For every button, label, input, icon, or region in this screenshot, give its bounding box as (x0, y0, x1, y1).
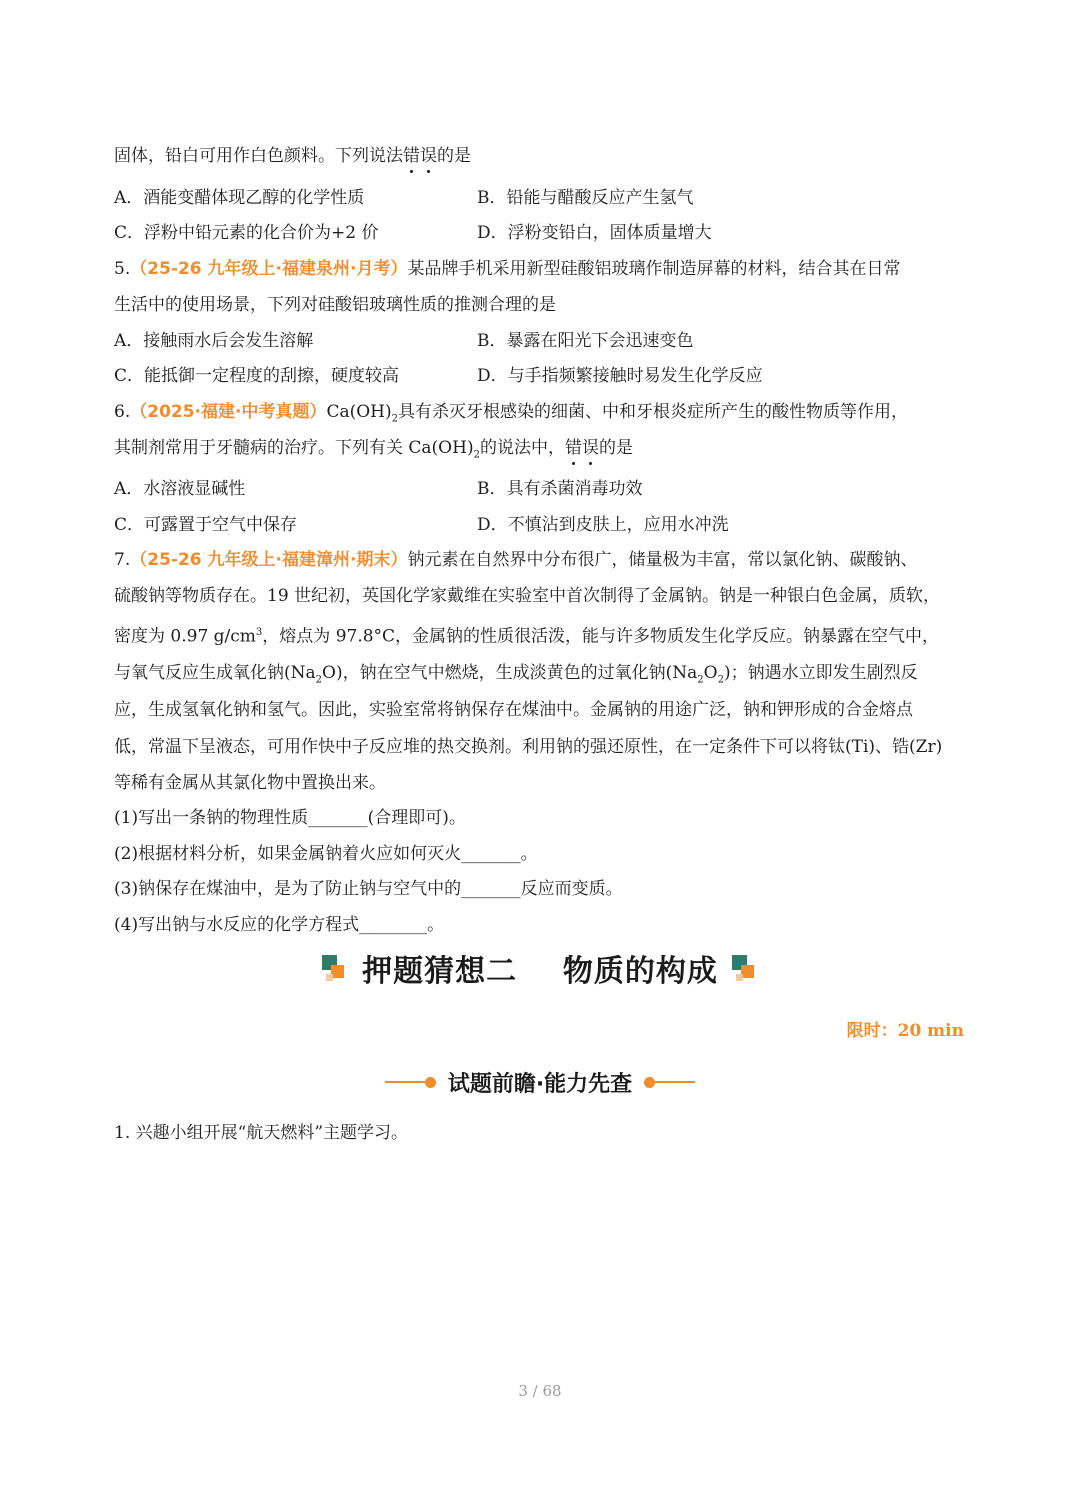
q4-stem-tail (114, 144, 471, 168)
section-decoration-icon (732, 953, 758, 983)
formula-subscript: 2 (697, 674, 704, 686)
q5-option-d[interactable]: D．与手指频繁接触时易发生化学反应 (477, 366, 763, 386)
emphasis-char: 错 (403, 146, 420, 166)
subheading-text: 试题前瞻·能力先查 (447, 1071, 633, 1097)
q4-options-row-1 (114, 186, 974, 210)
subheading-left-ornament (385, 1077, 436, 1088)
subquestion-text: (3)钠保存在煤油中，是为了防止钠与空气中的_______反应而变质。 (114, 879, 623, 899)
question-number: 6. (114, 402, 131, 422)
q4-option-d[interactable]: D．浮粉变铅白，固体质量增大 (477, 223, 712, 243)
q7-stem-line-7 (114, 771, 386, 795)
question-number: 7. (114, 550, 131, 570)
q6-option-b[interactable]: B．具有杀菌消毒功效 (477, 479, 643, 499)
q7-subquestion-1 (114, 806, 466, 830)
source-tag: （25-26 九年级上·福建泉州·月考） (130, 259, 408, 279)
q7-stem-text: 低，常温下呈液态，可用作快中子反应堆的热交换剂。利用钠的强还原性，在一定条件下可以将钛(Ti)、锆(Zr) (114, 737, 943, 757)
q4-stem-text-end: 的是 (437, 146, 471, 166)
chem-formula: Na (672, 663, 698, 683)
emphasis-char: 误 (420, 146, 437, 166)
q7-stem-text: 钠元素在自然界中分布很广，储量极为丰富，常以氯化钠、碳酸钠、 (407, 550, 918, 570)
q7-stem-line-4 (114, 661, 918, 692)
q6-stem-text: 其制剂常用于牙髓病的治疗。下列有关 (114, 438, 403, 458)
q4-stem-text: 固体，铅白可用作白色颜料。下列说法 (114, 146, 403, 166)
q6-stem-text: 具有杀灭牙根感染的细菌、中和牙根炎症所产生的酸性物质等作用， (398, 402, 909, 422)
section-header (0, 944, 1080, 992)
q5-stem-line-1 (114, 257, 900, 281)
chem-formula: Na (290, 663, 316, 683)
source-tag: （2025·福建·中考真题） (130, 402, 327, 422)
chem-formula: Ca(OH) (408, 438, 474, 458)
chem-formula: Ca(OH) (326, 402, 392, 422)
q6-stem-text-end: 的是 (598, 438, 633, 458)
page-number: 3 / 68 (518, 1382, 562, 1400)
q4-option-b[interactable]: B．铅能与醋酸反应产生氢气 (477, 188, 694, 208)
subquestion-text: (4)写出钠与水反应的化学方程式________。 (114, 915, 445, 935)
q6-option-a[interactable]: A．水溶液显碱性 (114, 479, 246, 499)
q5-option-b[interactable]: B．暴露在阳光下会迅速变色 (477, 331, 694, 351)
chem-formula: O (322, 663, 336, 683)
question-number: 5. (114, 259, 131, 279)
formula-subscript: 2 (391, 413, 399, 425)
subquestion-text: (2)根据材料分析，如果金属钠着火应如何灭火_______。 (114, 844, 538, 864)
formula-subscript: 2 (315, 674, 323, 686)
q5-option-a[interactable]: A．接触雨水后会发生溶解 (114, 331, 314, 351)
chem-formula: O (703, 663, 718, 683)
q6-option-c[interactable]: C．可露置于空气中保存 (114, 515, 298, 535)
time-limit: 限时：20 min (846, 1021, 964, 1041)
q7-stem-text: 硫酸钠等物质存在。19 世纪初，英国化学家戴维在实验室中首次制得了金属钠。钠是一种银白色金属，质软， (114, 586, 941, 606)
q7-stem-line-2 (114, 584, 940, 608)
q7-stem-line-5 (114, 698, 913, 722)
subquestion-text: (1)写出一条钠的物理性质_______(合理即可)。 (114, 808, 466, 828)
q6-stem-line-1 (114, 400, 908, 431)
source-tag: （25-26 九年级上·福建漳州·期末） (130, 550, 408, 570)
q7-subquestion-4 (114, 913, 444, 937)
q6-option-d[interactable]: D．不慎沾到皮肤上，应用水冲洗 (477, 515, 729, 535)
q4-option-c[interactable]: C．浮粉中铅元素的化合价为+2 价 (114, 223, 379, 243)
q5-options-row-2 (114, 364, 974, 388)
q7-stem-line-1 (114, 548, 917, 572)
emphasis-char: 错 (564, 438, 582, 458)
q7-stem-line-3 (114, 621, 939, 649)
unit-superscript: 3 (255, 627, 263, 638)
q6-stem-line-2 (114, 436, 633, 467)
q6-options-row-2 (114, 513, 974, 537)
q6-options-row-1 (114, 477, 974, 501)
q5-options-row-1 (114, 329, 974, 353)
q7-subquestion-2 (114, 842, 538, 866)
formula-subscript: 2 (473, 449, 480, 461)
q7-stem-text: 密度为 0.97 g/cm (114, 626, 256, 647)
next-question-text: 1. 兴趣小组开展“航天燃料”主题学习。 (114, 1123, 409, 1143)
q4-option-a[interactable]: A．酒能变醋体现乙醇的化学性质 (114, 188, 365, 208)
q4-options-row-2 (114, 221, 974, 245)
section-title: 押题猜想二 物质的构成 (362, 954, 718, 989)
q5-stem-text: 生活中的使用场景，下列对硅酸铝玻璃性质的推测合理的是 (114, 295, 556, 315)
q6-stem-text: 的说法中， (479, 438, 565, 458)
q7-stem-text: 等稀有金属从其氯化物中置换出来。 (114, 773, 386, 793)
subheading (0, 1064, 1080, 1100)
q5-stem-text: 某品牌手机采用新型硅酸铝玻璃作制造屏幕的材料，结合其在日常 (407, 259, 901, 279)
q5-stem-line-2 (114, 293, 556, 317)
q7-subquestion-3 (114, 877, 623, 901)
subheading-right-ornament (644, 1077, 695, 1088)
q7-stem-text: )；钠遇水立即发生剧烈反 (723, 663, 918, 683)
section-decoration-icon (322, 953, 348, 983)
q7-stem-text: )，钠在空气中燃烧，生成淡黄色的过氧化钠( (335, 663, 673, 683)
q7-stem-text: 应，生成氢氧化钠和氢气。因此，实验室常将钠保存在煤油中。金属钠的用途广泛，钠和钾形成的合金熔点 (114, 700, 913, 720)
q7-stem-text: 与氧气反应生成氧化钠( (114, 663, 291, 683)
next-question (114, 1121, 408, 1145)
q7-stem-text: ，熔点为 97.8°C，金属钠的性质很活泼，能与许多物质发生化学反应。钠暴露在空气中， (262, 626, 940, 647)
formula-subscript: 2 (717, 674, 724, 686)
q5-option-c[interactable]: C．能抵御一定程度的刮擦，硬度较高 (114, 366, 400, 386)
q7-stem-line-6 (114, 735, 942, 759)
emphasis-char: 误 (581, 438, 599, 458)
